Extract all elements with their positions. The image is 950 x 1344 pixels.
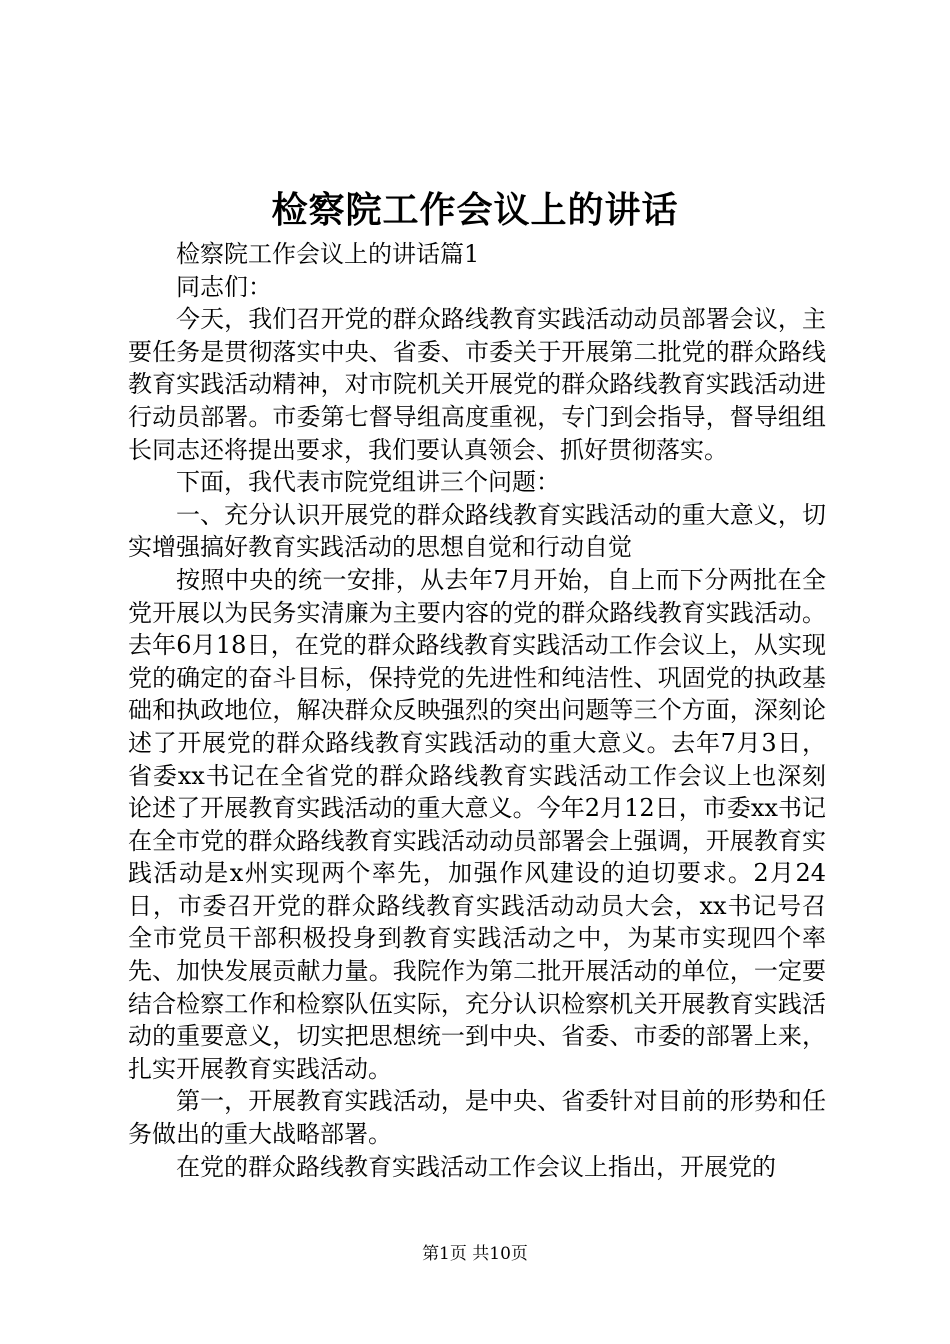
body-paragraph: 下面，我代表市院党组讲三个问题： xyxy=(176,468,560,497)
subheading: 一、充分认识开展党的群众路线教育实践活动的重大意义，切实增强搞好教育实践活动的思想自觉和行动自觉 xyxy=(128,500,826,562)
page-footer: 第1页 共10页 xyxy=(422,1244,528,1264)
body-paragraph: 按照中央的统一安排，从去年7月开始，自上而下分两批在全党开展以为民务实清廉为主要内容的党的群众路线教育实践活动。去年6月18日，在党的群众路线教育实践活动工作会议上，从实现党的确定的奋斗目标，保持党的先进性和纯洁性、巩固党的执政基础和执政地位，解决群众反映强烈的突出问题等三个方面，深刻论述了开展党的群众路线教育实践活动的重大意义。去年7月3日，省委xx书记在全省党的群众路线教育实践活动工作会议上也深刻论述了开展教育实践活动的重大意义。今年2月12日，市委xx书记在全市党的群众路线教育实践活动动员部署会上强调，开展教育实践活动是x州实现两个率先，加强作风建设的迫切要求。2月24日，市委召开党的群众路线教育实践活动动员大会，xx书记号召全市党员干部积极投身到教育实践活动之中，为某市实现四个率先、加快发展贡献力量。我院作为第二批开展活动的单位，一定要结合检察工作和检察队伍实际，充分认识检察机关开展教育实践活动的重要意义，切实把思想统一到中央、省委、市委的部署上来，扎实开展教育实践活动。 xyxy=(128,565,826,1083)
document-body xyxy=(128,238,826,1183)
body-paragraph: 第一，开展教育实践活动，是中央、省委针对目前的形势和任务做出的重大战略部署。 xyxy=(128,1087,826,1149)
salutation: 同志们： xyxy=(176,272,272,301)
body-paragraph: 今天，我们召开党的群众路线教育实践活动动员部署会议，主要任务是贯彻落实中央、省委、市委关于开展第二批党的群众路线教育实践活动精神，对市院机关开展党的群众路线教育实践活动进行动员部署。市委第七督导组高度重视，专门到会指导，督导组组长同志还将提出要求，我们要认真领会、抓好贯彻落实。 xyxy=(128,305,826,464)
body-paragraph: 在党的群众路线教育实践活动工作会议上指出，开展党的 xyxy=(176,1152,776,1181)
section-heading: 检察院工作会议上的讲话篇1 xyxy=(176,240,480,268)
document-title: 检察院工作会议上的讲话 xyxy=(271,189,679,231)
